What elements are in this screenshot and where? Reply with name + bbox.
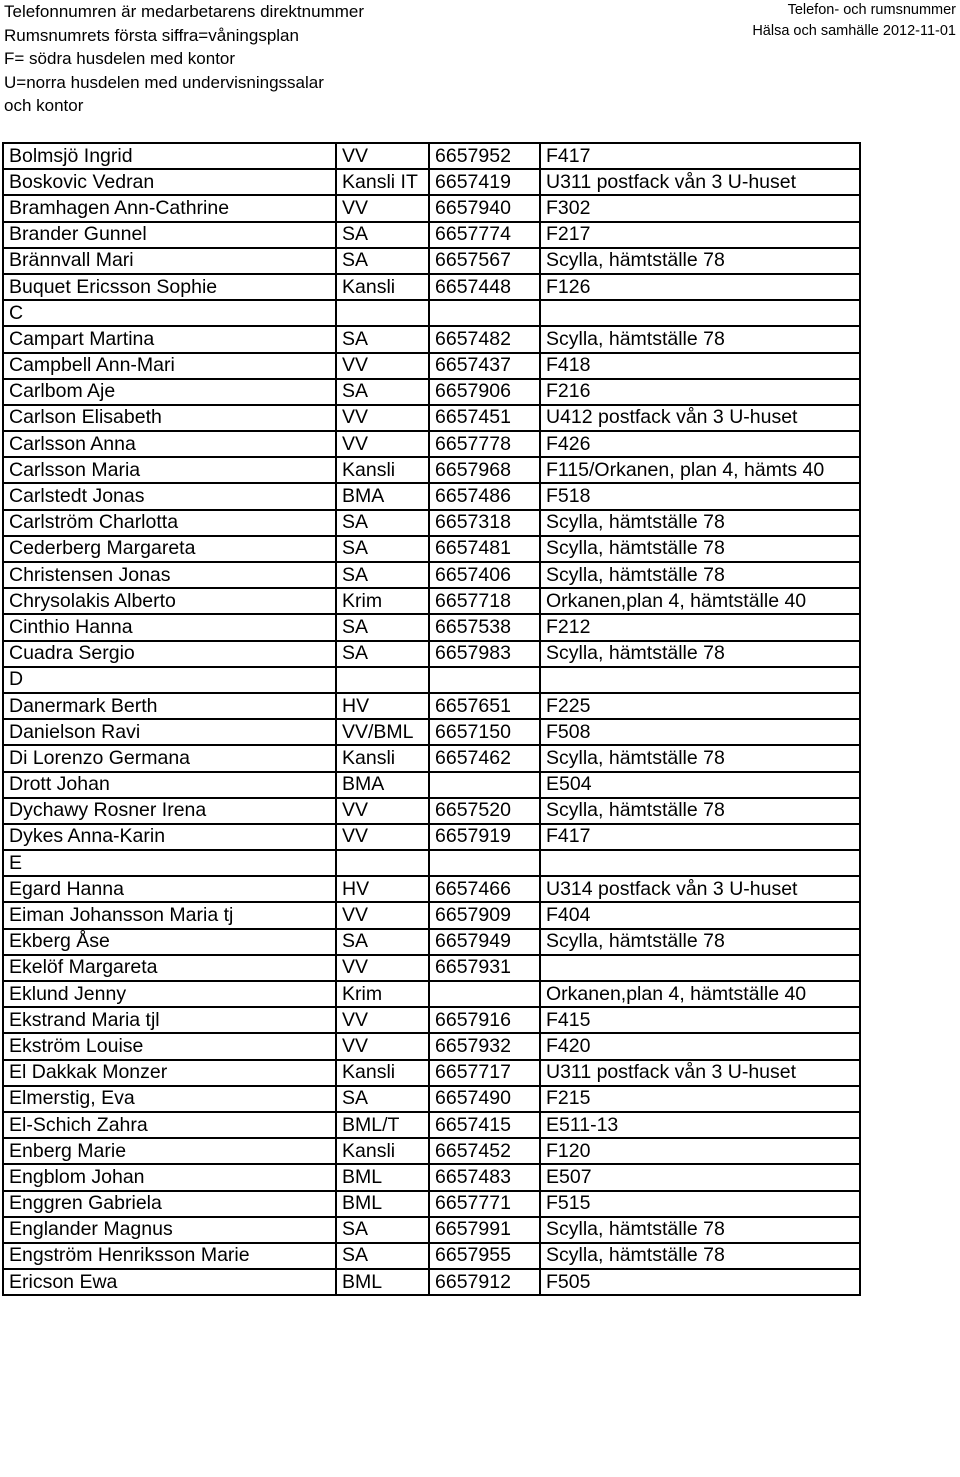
cell-name: Buquet Ericsson Sophie [3, 274, 336, 300]
table-row [3, 274, 860, 300]
cell-room: Orkanen,plan 4, hämtställe 40 [540, 981, 860, 1007]
cell-phone: 6657983 [429, 641, 540, 667]
cell-name: Enggren Gabriela [3, 1191, 336, 1217]
cell-name: Enberg Marie [3, 1138, 336, 1164]
cell-phone: 6657462 [429, 745, 540, 771]
cell-phone [429, 850, 540, 876]
cell-room: E511-13 [540, 1112, 860, 1138]
table-row [3, 483, 860, 509]
cell-department: Kansli [336, 1060, 429, 1086]
cell-room: F212 [540, 614, 860, 640]
cell-phone: 6657912 [429, 1269, 540, 1295]
cell-phone: 6657940 [429, 195, 540, 221]
cell-name: Bramhagen Ann-Cathrine [3, 195, 336, 221]
cell-name: Ekberg Åse [3, 929, 336, 955]
cell-name: Ericson Ewa [3, 1269, 336, 1295]
table-row [3, 457, 860, 483]
cell-room: Scylla, hämtställe 78 [540, 510, 860, 536]
cell-phone: 6657318 [429, 510, 540, 536]
cell-department: BML [336, 1191, 429, 1217]
note-line: och kontor [4, 96, 84, 115]
cell-department: BML/T [336, 1112, 429, 1138]
cell-room: F426 [540, 431, 860, 457]
cell-room: F417 [540, 824, 860, 850]
cell-room: F216 [540, 379, 860, 405]
table-row [3, 850, 860, 876]
cell-room: E504 [540, 772, 860, 798]
cell-room: Scylla, hämtställe 78 [540, 562, 860, 588]
cell-phone: 6657437 [429, 353, 540, 379]
cell-department [336, 667, 429, 693]
table-row [3, 588, 860, 614]
cell-department: BML [336, 1164, 429, 1190]
table-row [3, 1138, 860, 1164]
cell-department [336, 300, 429, 326]
cell-room: Scylla, hämtställe 78 [540, 745, 860, 771]
cell-room: U314 postfack vån 3 U-huset [540, 876, 860, 902]
cell-phone: 6657651 [429, 693, 540, 719]
cell-room: F404 [540, 902, 860, 928]
cell-phone: 6657150 [429, 719, 540, 745]
table-row [3, 824, 860, 850]
table-row [3, 955, 860, 981]
header-notes [4, 0, 364, 118]
table-row [3, 379, 860, 405]
cell-room: F215 [540, 1086, 860, 1112]
cell-department: VV/BML [336, 719, 429, 745]
cell-name: Carlbom Aje [3, 379, 336, 405]
cell-phone [429, 772, 540, 798]
cell-name: Campart Martina [3, 326, 336, 352]
cell-phone: 6657406 [429, 562, 540, 588]
document-subtitle: Hälsa och samhälle 2012-11-01 [752, 23, 956, 39]
cell-room: E507 [540, 1164, 860, 1190]
cell-department: SA [336, 614, 429, 640]
cell-room: Scylla, hämtställe 78 [540, 248, 860, 274]
cell-name: Engblom Johan [3, 1164, 336, 1190]
cell-department: Kansli [336, 274, 429, 300]
table-row [3, 1164, 860, 1190]
table-row [3, 641, 860, 667]
directory-table [2, 142, 861, 1296]
cell-name: Englander Magnus [3, 1217, 336, 1243]
cell-room: F225 [540, 693, 860, 719]
cell-phone: 6657466 [429, 876, 540, 902]
cell-phone: 6657968 [429, 457, 540, 483]
cell-phone: 6657949 [429, 929, 540, 955]
table-row [3, 876, 860, 902]
cell-room: F518 [540, 483, 860, 509]
cell-department: SA [336, 248, 429, 274]
cell-phone: 6657451 [429, 405, 540, 431]
cell-department: SA [336, 536, 429, 562]
table-row [3, 798, 860, 824]
cell-phone: 6657916 [429, 1007, 540, 1033]
cell-department: VV [336, 431, 429, 457]
cell-name: Christensen Jonas [3, 562, 336, 588]
cell-room [540, 300, 860, 326]
table-row [3, 222, 860, 248]
header-title-block [752, 0, 956, 42]
cell-department: SA [336, 562, 429, 588]
cell-phone: 6657452 [429, 1138, 540, 1164]
cell-room: F505 [540, 1269, 860, 1295]
cell-phone: 6657538 [429, 614, 540, 640]
cell-name: Chrysolakis Alberto [3, 588, 336, 614]
cell-room: F115/Orkanen, plan 4, hämts 40 [540, 457, 860, 483]
cell-room: Orkanen,plan 4, hämtställe 40 [540, 588, 860, 614]
cell-department: SA [336, 379, 429, 405]
table-row [3, 614, 860, 640]
table-row [3, 667, 860, 693]
cell-room: Scylla, hämtställe 78 [540, 536, 860, 562]
table-row [3, 772, 860, 798]
cell-phone [429, 667, 540, 693]
cell-name: El-Schich Zahra [3, 1112, 336, 1138]
cell-room: U412 postfack vån 3 U-huset [540, 405, 860, 431]
cell-department: VV [336, 824, 429, 850]
cell-department: BML [336, 1269, 429, 1295]
cell-name: Carlsson Anna [3, 431, 336, 457]
cell-room: F420 [540, 1033, 860, 1059]
note-line: U=norra husdelen med undervisningssalar [4, 72, 324, 92]
cell-room: F217 [540, 222, 860, 248]
cell-phone: 6657482 [429, 326, 540, 352]
cell-department: Krim [336, 981, 429, 1007]
cell-department: Kansli [336, 745, 429, 771]
cell-department: SA [336, 1086, 429, 1112]
table-row [3, 1007, 860, 1033]
cell-phone: 6657932 [429, 1033, 540, 1059]
cell-department: SA [336, 929, 429, 955]
cell-name: Carlström Charlotta [3, 510, 336, 536]
table-row [3, 929, 860, 955]
table-row [3, 1217, 860, 1243]
cell-name: Drott Johan [3, 772, 336, 798]
cell-room: Scylla, hämtställe 78 [540, 641, 860, 667]
cell-phone: 6657778 [429, 431, 540, 457]
document-title: Telefon- och rumsnummer [787, 2, 956, 18]
cell-name: Cuadra Sergio [3, 641, 336, 667]
cell-department: Krim [336, 588, 429, 614]
cell-name: Egard Hanna [3, 876, 336, 902]
table-row [3, 248, 860, 274]
cell-department: VV [336, 1033, 429, 1059]
table-row [3, 431, 860, 457]
cell-department: SA [336, 641, 429, 667]
cell-name: Danermark Berth [3, 693, 336, 719]
cell-phone: 6657991 [429, 1217, 540, 1243]
cell-name: Eiman Johansson Maria tj [3, 902, 336, 928]
cell-name: El Dakkak Monzer [3, 1060, 336, 1086]
note-line: Rumsnumrets första siffra=våningsplan [4, 25, 299, 45]
table-row [3, 1112, 860, 1138]
cell-room: U311 postfack vån 3 U-huset [540, 1060, 860, 1086]
cell-name: Engström Henriksson Marie [3, 1243, 336, 1269]
cell-department [336, 850, 429, 876]
cell-department: VV [336, 405, 429, 431]
cell-phone: 6657481 [429, 536, 540, 562]
cell-department: VV [336, 955, 429, 981]
table-row [3, 1191, 860, 1217]
table-row [3, 300, 860, 326]
cell-phone: 6657906 [429, 379, 540, 405]
cell-phone: 6657931 [429, 955, 540, 981]
cell-name: Brännvall Mari [3, 248, 336, 274]
cell-room: Scylla, hämtställe 78 [540, 1217, 860, 1243]
cell-phone [429, 300, 540, 326]
cell-name: E [3, 850, 336, 876]
table-row [3, 405, 860, 431]
cell-department: HV [336, 876, 429, 902]
cell-name: Di Lorenzo Germana [3, 745, 336, 771]
cell-name: Boskovic Vedran [3, 169, 336, 195]
cell-name: Bolmsjö Ingrid [3, 143, 336, 169]
cell-room: F126 [540, 274, 860, 300]
cell-room: F415 [540, 1007, 860, 1033]
cell-phone: 6657717 [429, 1060, 540, 1086]
table-row [3, 510, 860, 536]
cell-name: Carlson Elisabeth [3, 405, 336, 431]
cell-name: Ekstrand Maria tjl [3, 1007, 336, 1033]
cell-name: Campbell Ann-Mari [3, 353, 336, 379]
table-row [3, 1033, 860, 1059]
cell-room: F417 [540, 143, 860, 169]
cell-phone: 6657490 [429, 1086, 540, 1112]
cell-department: SA [336, 1243, 429, 1269]
table-row [3, 745, 860, 771]
cell-name: C [3, 300, 336, 326]
cell-department: VV [336, 195, 429, 221]
cell-name: Dychawy Rosner Irena [3, 798, 336, 824]
cell-department: BMA [336, 483, 429, 509]
table-row [3, 195, 860, 221]
cell-department: Kansli [336, 457, 429, 483]
cell-phone: 6657415 [429, 1112, 540, 1138]
table-row [3, 1060, 860, 1086]
cell-name: Ekström Louise [3, 1033, 336, 1059]
table-row [3, 902, 860, 928]
cell-name: Ekelöf Margareta [3, 955, 336, 981]
table-row [3, 1243, 860, 1269]
cell-department: VV [336, 143, 429, 169]
cell-phone [429, 981, 540, 1007]
cell-name: Eklund Jenny [3, 981, 336, 1007]
cell-name: Brander Gunnel [3, 222, 336, 248]
cell-phone: 6657483 [429, 1164, 540, 1190]
cell-phone: 6657448 [429, 274, 540, 300]
cell-name: Elmerstig, Eva [3, 1086, 336, 1112]
cell-phone: 6657486 [429, 483, 540, 509]
table-row [3, 693, 860, 719]
cell-name: Cederberg Margareta [3, 536, 336, 562]
table-row [3, 326, 860, 352]
cell-room: F508 [540, 719, 860, 745]
cell-phone: 6657909 [429, 902, 540, 928]
cell-room: Scylla, hämtställe 78 [540, 929, 860, 955]
cell-department: HV [336, 693, 429, 719]
cell-room: F418 [540, 353, 860, 379]
cell-department: VV [336, 902, 429, 928]
table-row [3, 536, 860, 562]
table-row [3, 169, 860, 195]
cell-name: Cinthio Hanna [3, 614, 336, 640]
cell-room: Scylla, hämtställe 78 [540, 326, 860, 352]
table-row [3, 562, 860, 588]
cell-department: Kansli IT [336, 169, 429, 195]
cell-department: VV [336, 1007, 429, 1033]
directory-table-body [3, 143, 860, 1295]
cell-room: F120 [540, 1138, 860, 1164]
cell-phone: 6657520 [429, 798, 540, 824]
cell-department: BMA [336, 772, 429, 798]
cell-phone: 6657919 [429, 824, 540, 850]
cell-room: Scylla, hämtställe 78 [540, 798, 860, 824]
cell-name: Danielson Ravi [3, 719, 336, 745]
cell-room [540, 850, 860, 876]
cell-phone: 6657567 [429, 248, 540, 274]
table-row [3, 1269, 860, 1295]
cell-department: SA [336, 1217, 429, 1243]
note-line: Telefonnumren är medarbetarens direktnummer [4, 2, 365, 21]
cell-room: F515 [540, 1191, 860, 1217]
cell-room [540, 667, 860, 693]
table-row [3, 719, 860, 745]
cell-department: SA [336, 222, 429, 248]
cell-name: Dykes Anna-Karin [3, 824, 336, 850]
cell-phone: 6657419 [429, 169, 540, 195]
cell-phone: 6657718 [429, 588, 540, 614]
cell-name: D [3, 667, 336, 693]
table-row [3, 1086, 860, 1112]
cell-department: SA [336, 510, 429, 536]
cell-name: Carlstedt Jonas [3, 483, 336, 509]
cell-room: F302 [540, 195, 860, 221]
table-row [3, 143, 860, 169]
cell-room: U311 postfack vån 3 U-huset [540, 169, 860, 195]
table-row [3, 353, 860, 379]
cell-department: SA [336, 326, 429, 352]
cell-phone: 6657774 [429, 222, 540, 248]
cell-department: VV [336, 798, 429, 824]
cell-phone: 6657952 [429, 143, 540, 169]
cell-room: Scylla, hämtställe 78 [540, 1243, 860, 1269]
table-row [3, 981, 860, 1007]
cell-room [540, 955, 860, 981]
note-line: F= södra husdelen med kontor [4, 49, 236, 68]
cell-department: Kansli [336, 1138, 429, 1164]
cell-phone: 6657771 [429, 1191, 540, 1217]
cell-department: VV [336, 353, 429, 379]
cell-name: Carlsson Maria [3, 457, 336, 483]
cell-phone: 6657955 [429, 1243, 540, 1269]
